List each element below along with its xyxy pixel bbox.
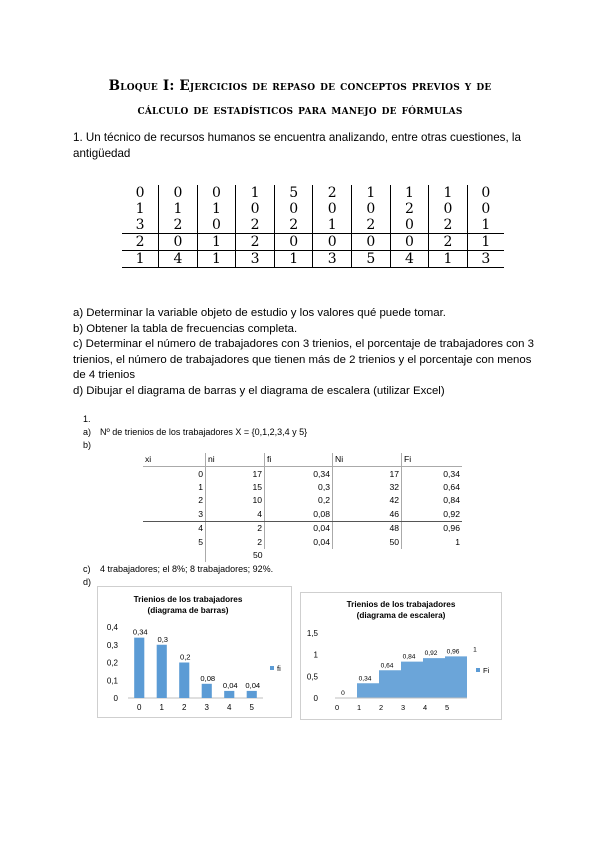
- raw-cell: 1: [429, 251, 468, 268]
- raw-cell: 0: [390, 217, 429, 234]
- freq-cell: 1: [198, 481, 203, 492]
- y-tick-label: 0,5: [306, 672, 318, 682]
- freq-cell: 0,96: [402, 521, 463, 535]
- stair-data-label: 0,64: [380, 662, 394, 670]
- question-intro: [73, 130, 533, 162]
- bar-mark: [179, 663, 189, 699]
- freq-cell: 0,2: [265, 494, 333, 507]
- freq-header-cell: Fi: [402, 453, 463, 467]
- title-line-1: Bloque I: Ejercicios de repaso de conceptos previos y de: [108, 78, 492, 94]
- freq-cell: 0,34: [402, 467, 463, 481]
- legend-label: Fi: [483, 666, 490, 675]
- freq-cell: [265, 549, 333, 562]
- stair-chart-frame: [300, 592, 502, 720]
- document-title: [60, 74, 540, 122]
- bar-chart-frame: [97, 586, 292, 718]
- freq-row: [143, 508, 462, 522]
- raw-cell: 0: [274, 234, 313, 251]
- answer-c-label: c): [83, 564, 91, 574]
- y-tick-label: 0,1: [106, 676, 118, 686]
- task-d: d) Dibujar el diagrama de barras y el diagrama de escalera (utilizar Excel): [73, 384, 445, 397]
- raw-data-table: [122, 185, 504, 268]
- x-tick-label: 1: [159, 703, 164, 712]
- raw-cell: 2: [159, 217, 198, 234]
- raw-cell: 1: [429, 185, 468, 201]
- stair-data-label: 0: [341, 690, 345, 697]
- legend-swatch: [270, 666, 274, 670]
- freq-cell: 0,92: [402, 508, 463, 522]
- freq-header-row: [143, 453, 462, 467]
- freq-row: [143, 521, 462, 535]
- freq-cell: 2: [206, 535, 265, 548]
- raw-cell: 0: [135, 185, 145, 201]
- title-line-2: cálculo de estadísticos para manejo de fórmulas: [137, 102, 463, 118]
- chart-subtitle: (diagrama de barras): [147, 606, 229, 615]
- raw-cell: 3: [236, 251, 275, 268]
- x-tick-label: 3: [204, 703, 209, 712]
- freq-cell: 4: [206, 508, 265, 522]
- raw-cell: 5: [352, 251, 391, 268]
- raw-cell: 1: [236, 185, 275, 201]
- stair-data-label: 1: [473, 646, 477, 654]
- bar-data-label: 0,04: [222, 680, 238, 690]
- stair-data-label: 0,84: [402, 653, 416, 661]
- y-tick-label: 0,2: [106, 658, 118, 668]
- raw-cell: 0: [313, 234, 352, 251]
- raw-row: [122, 217, 504, 234]
- stair-data-label: 0,96: [446, 648, 460, 656]
- x-tick-label: 1: [356, 703, 362, 712]
- raw-cell: 3: [313, 251, 352, 268]
- freq-cell: 2: [206, 521, 265, 535]
- freq-cell: 48: [333, 521, 402, 535]
- raw-cell: 0: [197, 185, 236, 201]
- freq-cell: 0,3: [265, 481, 333, 494]
- freq-header-cell: Ni: [333, 453, 402, 467]
- freq-total-row: [143, 549, 462, 562]
- raw-cell: 1: [467, 217, 504, 234]
- x-tick-label: 5: [249, 703, 254, 712]
- legend-label: fi: [277, 664, 281, 673]
- raw-cell: 1: [274, 251, 313, 268]
- raw-cell: 2: [313, 185, 352, 201]
- freq-row: [143, 481, 462, 494]
- bar-data-label: 0,2: [179, 652, 191, 662]
- raw-cell: 1: [159, 201, 198, 217]
- raw-cell: 3: [467, 251, 504, 268]
- bar-chart: [98, 587, 291, 717]
- freq-cell: 17: [206, 467, 265, 481]
- raw-cell: 0: [274, 201, 313, 217]
- raw-cell: 1: [122, 251, 159, 268]
- frequency-table: [143, 453, 462, 562]
- intro-line-1: 1. Un técnico de recursos humanos se encuentra analizando, entre otras cuestiones, la: [73, 131, 521, 144]
- task-c-line-1: c) Determinar el número de trabajadores con 3 trienios, el porcentaje de trabajadores con 3: [73, 338, 534, 351]
- raw-cell: 2: [429, 217, 468, 234]
- x-tick-label: 2: [182, 703, 187, 712]
- freq-cell: 0,04: [265, 521, 333, 535]
- legend-swatch: [476, 668, 480, 672]
- x-tick-label: 2: [378, 703, 384, 712]
- freq-row: [143, 494, 462, 507]
- freq-cell: 3: [143, 508, 206, 522]
- x-tick-label: 5: [444, 703, 450, 712]
- freq-header-cell: fi: [265, 453, 333, 467]
- task-b: b) Obtener la tabla de frecuencias completa.: [73, 322, 298, 335]
- raw-cell: 1: [197, 251, 236, 268]
- raw-row: [122, 185, 504, 201]
- raw-cell: 4: [390, 251, 429, 268]
- task-list: [73, 306, 538, 400]
- freq-cell: 17: [333, 467, 402, 481]
- bar-data-label: 0,04: [245, 680, 261, 690]
- freq-cell: 10: [206, 494, 265, 507]
- freq-row: [143, 535, 462, 548]
- raw-cell: 2: [429, 234, 468, 251]
- raw-cell: 0: [352, 201, 391, 217]
- answer-number: 1.: [83, 414, 91, 424]
- y-tick-label: 0,4: [106, 623, 118, 632]
- freq-cell: 0,34: [265, 467, 333, 481]
- raw-cell: 0: [197, 217, 236, 234]
- answer-c-text: 4 trabajadores; el 8%; 8 trabajadores; 92%.: [100, 564, 274, 574]
- freq-cell: 0,08: [265, 508, 333, 522]
- raw-cell: 0: [352, 234, 391, 251]
- raw-cell: 0: [159, 234, 198, 251]
- raw-cell: 1: [197, 201, 236, 217]
- y-tick-label: 0: [113, 694, 118, 703]
- freq-cell: 1: [402, 535, 463, 548]
- freq-cell: 0,64: [402, 481, 463, 494]
- freq-cell: 15: [206, 481, 265, 494]
- raw-cell: 1: [352, 185, 391, 201]
- bar-mark: [224, 691, 234, 698]
- answer-a-text: Nº de trienios de los trabajadores X = {0,1,2,3,4 y 5}: [100, 427, 308, 437]
- freq-cell: 50: [333, 535, 402, 548]
- bar-data-label: 0,34: [132, 627, 148, 637]
- raw-cell: 1: [467, 234, 504, 251]
- stair-data-label: 0,34: [358, 675, 372, 683]
- raw-cell: 0: [467, 201, 504, 217]
- raw-cell: 2: [352, 217, 391, 234]
- freq-cell: 5: [198, 536, 203, 547]
- y-tick-label: 1,5: [306, 629, 318, 638]
- freq-cell: [333, 549, 402, 562]
- raw-cell: 1: [390, 185, 429, 201]
- bar-mark: [157, 645, 167, 698]
- raw-cell: 0: [313, 201, 352, 217]
- bar-data-label: 0,08: [200, 673, 216, 683]
- raw-cell: 5: [274, 185, 313, 201]
- raw-row: [122, 251, 504, 268]
- y-tick-label: 0,3: [106, 640, 118, 650]
- raw-cell: 2: [274, 217, 313, 234]
- freq-row: [143, 467, 462, 481]
- y-tick-label: 1: [313, 650, 318, 660]
- y-tick-label: 0: [313, 694, 318, 703]
- freq-cell: 2: [198, 495, 203, 506]
- raw-cell: 2: [122, 234, 159, 251]
- chart-title: Trienios de los trabajadores: [346, 600, 456, 609]
- freq-cell: [402, 549, 463, 562]
- raw-cell: 0: [467, 185, 504, 201]
- task-c-line-3: de 4 trienios: [73, 369, 136, 382]
- bar-data-label: 0,3: [157, 634, 169, 644]
- answer-a-label: a): [83, 427, 92, 437]
- task-c-line-2: trienios, el número de trabajadores que tienen más de 2 trienios y el porcentaje con menos: [73, 353, 532, 366]
- chart-title: Trienios de los trabajadores: [133, 595, 243, 604]
- x-tick-label: 0: [137, 703, 142, 712]
- raw-cell: 1: [197, 234, 236, 251]
- raw-row: [122, 234, 504, 251]
- freq-cell: 0,04: [265, 535, 333, 548]
- raw-cell: 3: [135, 217, 145, 233]
- freq-cell: 46: [333, 508, 402, 522]
- raw-cell: 2: [390, 201, 429, 217]
- answer-d-label: d): [83, 577, 92, 587]
- chart-subtitle: (diagrama de escalera): [356, 611, 446, 620]
- raw-cell: 0: [159, 185, 198, 201]
- freq-cell: 50: [206, 549, 265, 562]
- task-a: a) Determinar la variable objeto de estudio y los valores qué puede tomar.: [73, 307, 446, 319]
- stair-area-mark: [335, 655, 467, 698]
- raw-cell: 0: [236, 201, 275, 217]
- raw-cell: 0: [390, 234, 429, 251]
- raw-row: [122, 201, 504, 217]
- freq-cell: 42: [333, 494, 402, 507]
- intro-line-2: antigüedad: [73, 147, 131, 160]
- freq-cell: [143, 549, 206, 562]
- raw-cell: 1: [135, 201, 145, 217]
- freq-header-cell: ni: [206, 453, 265, 467]
- stair-data-label: 0,92: [424, 650, 438, 658]
- freq-cell: 32: [333, 481, 402, 494]
- answer-b-label: b): [83, 440, 92, 450]
- raw-cell: 0: [429, 201, 468, 217]
- raw-cell: 1: [313, 217, 352, 234]
- x-tick-label: 3: [400, 703, 406, 712]
- stair-chart: [301, 593, 501, 719]
- raw-cell: 4: [159, 251, 198, 268]
- bar-mark: [134, 638, 144, 698]
- raw-cell: 2: [236, 217, 275, 234]
- freq-cell: 4: [198, 523, 203, 534]
- freq-cell: 0: [198, 468, 203, 479]
- x-tick-label: 0: [334, 703, 340, 712]
- bar-mark: [247, 691, 257, 698]
- freq-header-cell: xi: [143, 453, 206, 467]
- bar-mark: [202, 684, 212, 698]
- raw-cell: 2: [236, 234, 275, 251]
- x-tick-label: 4: [422, 703, 428, 712]
- x-tick-label: 4: [227, 703, 232, 712]
- freq-cell: 0,84: [402, 494, 463, 507]
